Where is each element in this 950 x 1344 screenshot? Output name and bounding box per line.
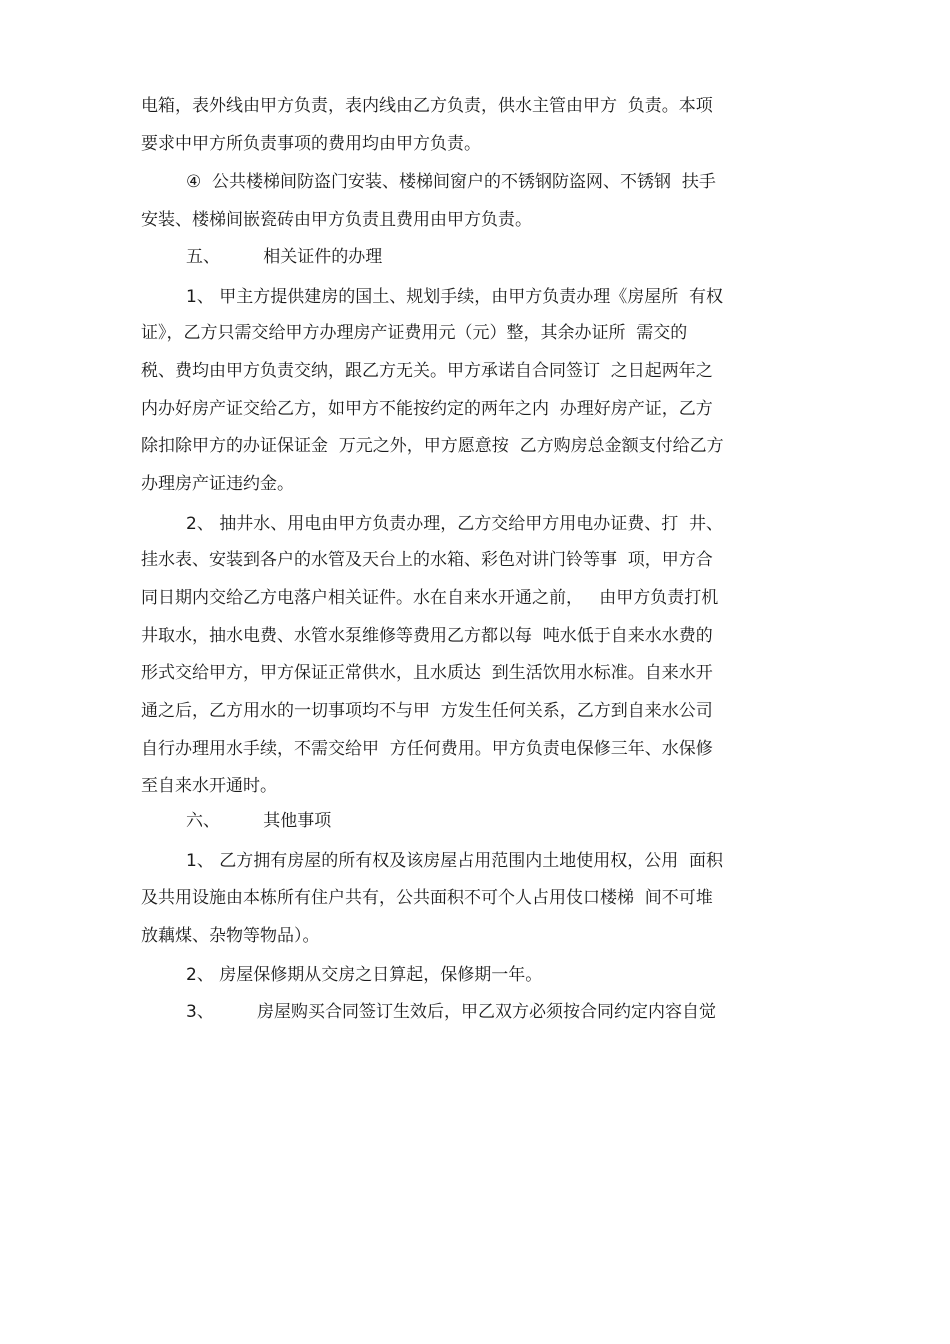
paragraph-line: 井取水，抽水电费、水管水泵维修等费用乙方都以每 吨水低于自来水水费的 [141, 626, 713, 646]
paragraph-line: 税、费均由甲方负责交纳，跟乙方无关。甲方承诺自合同签订 之日起两年之 [141, 361, 713, 381]
paragraph-line: 自行办理用水手续，不需交给甲 方任何费用。甲方负责电保修三年、水保修 [141, 739, 713, 759]
paragraph-line: 挂水表、安装到各户的水管及天台上的水箱、彩色对讲门铃等事 项，甲方合 [141, 550, 713, 570]
paragraph-line: 同日期内交给乙方电落户相关证件。水在自来水开通之前， 由甲方负责打机 [141, 588, 719, 608]
paragraph-line: 电箱，表外线由甲方负责，表内线由乙方负责，供水主管由甲方 负责。本项 [141, 96, 713, 116]
paragraph-line: 1、 乙方拥有房屋的所有权及该房屋占用范围内土地使用权，公用 面积 [186, 851, 724, 871]
paragraph-line: 3、 房屋购买合同签订生效后，甲乙双方必须按合同约定内容自觉 [186, 1002, 717, 1022]
paragraph-line: 除扣除甲方的办证保证金 万元之外，甲方愿意按 乙方购房总金额支付给乙方 [141, 436, 724, 456]
section-heading: 五、 相关证件的办理 [186, 247, 383, 267]
paragraph-line: 通之后，乙方用水的一切事项均不与甲 方发生任何关系，乙方到自来水公司 [141, 701, 713, 721]
paragraph-line: 放藕煤、杂物等物品）。 [141, 926, 320, 946]
paragraph-line: 2、 抽井水、用电由甲方负责办理，乙方交给甲方用电办证费、打 井、 [186, 514, 724, 534]
paragraph-line: 及共用设施由本栋所有住户共有，公共面积不可个人占用伎口楼梯 间不可堆 [141, 888, 713, 908]
paragraph-line: 安装、楼梯间嵌瓷砖由甲方负责且费用由甲方负责。 [141, 210, 532, 230]
paragraph-line: ④ 公共楼梯间防盗门安装、楼梯间窗户的不锈钢防盗网、不锈钢 扶手 [186, 172, 716, 192]
paragraph-line: 1、 甲主方提供建房的国土、规划手续，由甲方负责办理《房屋所 有权 [186, 287, 724, 307]
paragraph-line: 证》，乙方只需交给甲方办理房产证费用元（元）整，其余办证所 需交的 [141, 323, 688, 343]
paragraph-line: 至自来水开通时。 [141, 776, 277, 796]
paragraph-line: 内办好房产证交给乙方，如甲方不能按约定的两年之内 办理好房产证，乙方 [141, 399, 713, 419]
paragraph-line: 要求中甲方所负责事项的费用均由甲方负责。 [141, 134, 481, 154]
paragraph-line: 形式交给甲方，甲方保证正常供水，且水质达 到生活饮用水标准。自来水开 [141, 663, 713, 683]
paragraph-line: 2、 房屋保修期从交房之日算起，保修期一年。 [186, 965, 543, 985]
section-heading: 六、 其他事项 [186, 811, 332, 831]
paragraph-line: 办理房产证违约金。 [141, 474, 294, 494]
